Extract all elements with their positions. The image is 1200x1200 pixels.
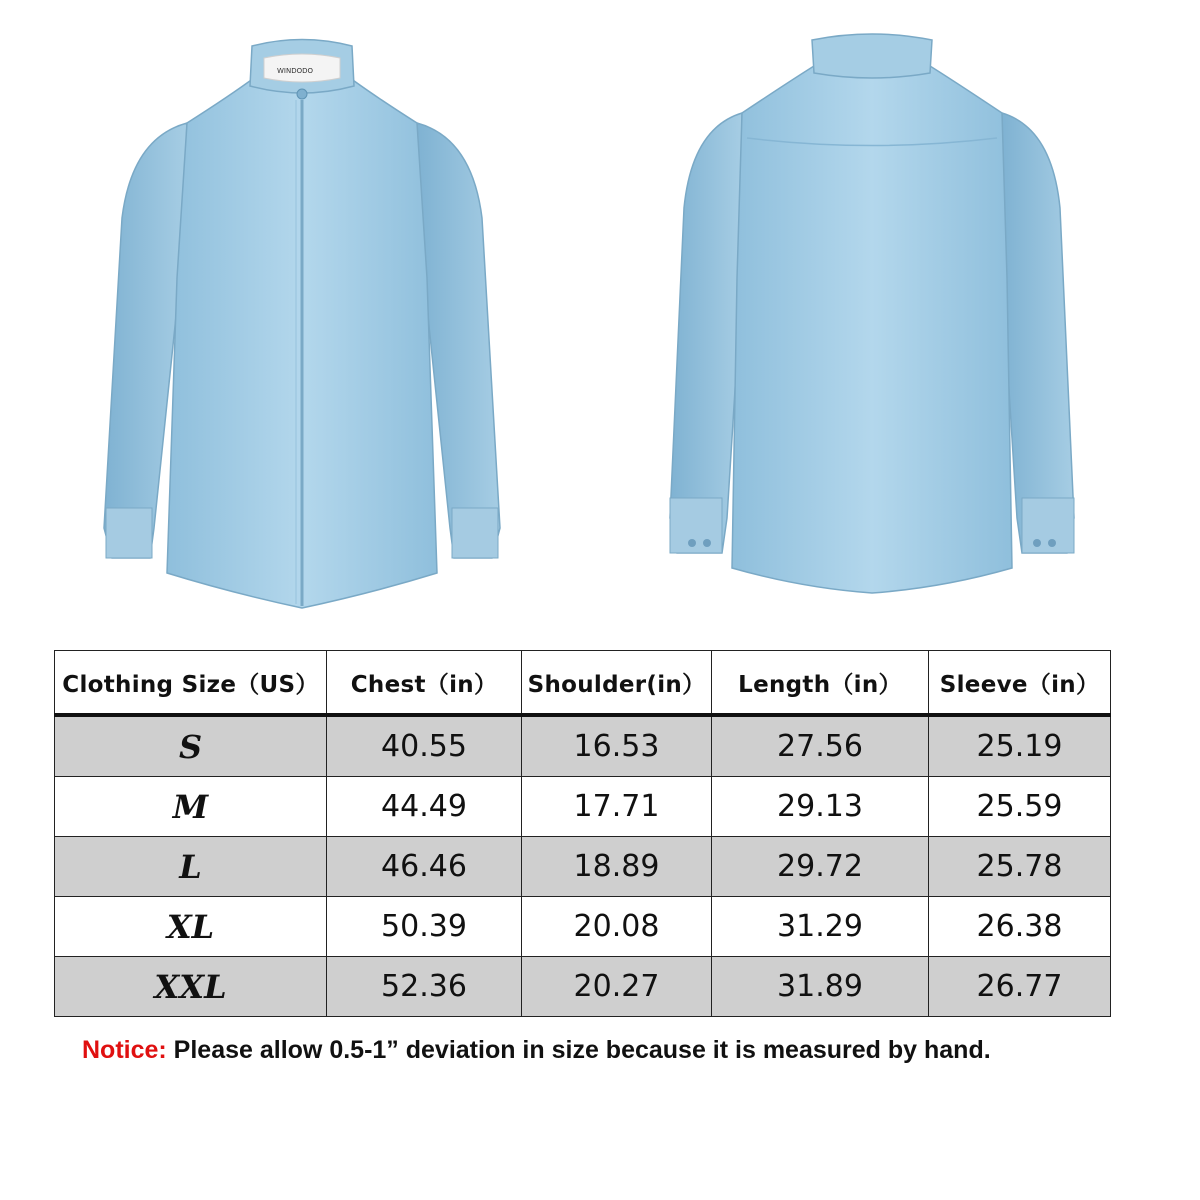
size-cell: L (55, 837, 327, 897)
size-chart-table (54, 650, 1111, 1017)
sleeve-cell: 25.19 (929, 715, 1111, 777)
notice-label: Notice: (82, 1036, 167, 1064)
table-row (55, 777, 1111, 837)
length-cell: 29.72 (712, 837, 929, 897)
sleeve-cell: 26.77 (929, 957, 1111, 1017)
sleeve-cell: 25.78 (929, 837, 1111, 897)
header-sleeve: Sleeve（in） (929, 651, 1111, 716)
header-length: Length（in） (712, 651, 929, 716)
shoulder-cell: 16.53 (522, 715, 712, 777)
collar-button (297, 89, 307, 99)
length-cell: 31.89 (712, 957, 929, 1017)
size-cell: XXL (55, 957, 327, 1017)
sleeve-cell: 25.59 (929, 777, 1111, 837)
brand-label-text: WINDODO (276, 67, 314, 75)
shirt-back-image (662, 28, 1082, 613)
shoulder-cell: 20.27 (522, 957, 712, 1017)
chest-cell: 44.49 (327, 777, 522, 837)
size-cell: S (55, 715, 327, 777)
table-row (55, 837, 1111, 897)
shoulder-cell: 20.08 (522, 897, 712, 957)
length-cell: 31.29 (712, 897, 929, 957)
table-row (55, 957, 1111, 1017)
header-clothing-size: Clothing Size（US） (55, 651, 327, 716)
length-cell: 27.56 (712, 715, 929, 777)
table-header-row (55, 651, 1111, 716)
shoulder-cell: 17.71 (522, 777, 712, 837)
size-cell: M (55, 777, 327, 837)
chest-cell: 52.36 (327, 957, 522, 1017)
chest-cell: 40.55 (327, 715, 522, 777)
shirt-front-image (92, 28, 512, 613)
chest-cell: 46.46 (327, 837, 522, 897)
table-row (55, 897, 1111, 957)
table-row (55, 715, 1111, 777)
notice-text: Please allow 0.5-1” deviation in size because it is measured by hand. (166, 1036, 991, 1064)
chest-cell: 50.39 (327, 897, 522, 957)
header-shoulder: Shoulder(in） (522, 651, 712, 716)
length-cell: 29.13 (712, 777, 929, 837)
shoulder-cell: 18.89 (522, 837, 712, 897)
measurement-notice (82, 1036, 1162, 1065)
sleeve-cell: 26.38 (929, 897, 1111, 957)
size-cell: XL (55, 897, 327, 957)
header-chest: Chest（in） (327, 651, 522, 716)
